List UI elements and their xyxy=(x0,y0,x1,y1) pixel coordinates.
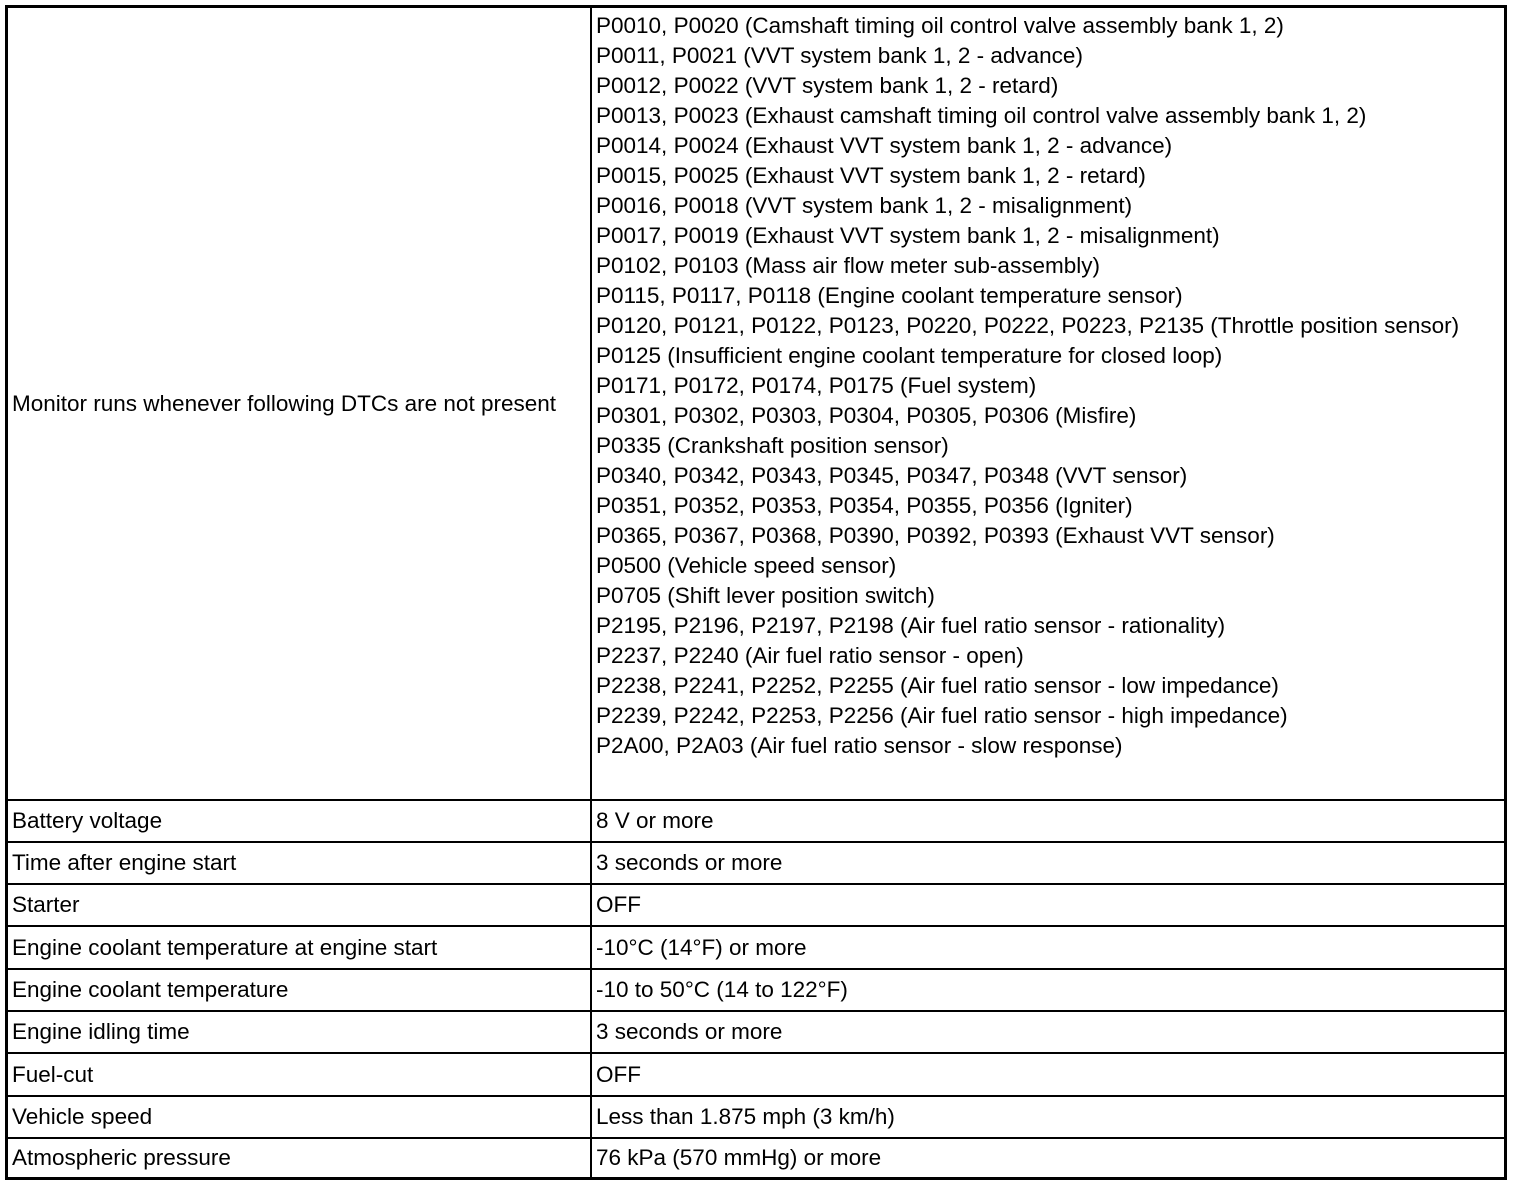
dtc-item: P2195, P2196, P2197, P2198 (Air fuel ratio sensor - rationality) xyxy=(596,613,1226,638)
condition-value: OFF xyxy=(596,892,641,917)
dtc-item: P0010, P0020 (Camshaft timing oil control valve assembly bank 1, 2) xyxy=(596,13,1284,38)
dtc-item: P0115, P0117, P0118 (Engine coolant temperature sensor) xyxy=(596,283,1183,308)
condition-label: Engine coolant temperature xyxy=(12,977,289,1002)
condition-label: Engine coolant temperature at engine start xyxy=(12,934,438,960)
dtc-item: P0012, P0022 (VVT system bank 1, 2 - retard) xyxy=(596,73,1059,98)
dtc-item: P0011, P0021 (VVT system bank 1, 2 - advance) xyxy=(596,43,1083,68)
condition-label: Starter xyxy=(12,892,80,917)
condition-label: Fuel-cut xyxy=(12,1061,94,1087)
condition-label: Time after engine start xyxy=(12,850,237,875)
dtc-item: P0301, P0302, P0303, P0304, P0305, P0306 (Misfire) xyxy=(596,403,1137,428)
dtc-item: P0335 (Crankshaft position sensor) xyxy=(596,433,949,458)
condition-label: Vehicle speed xyxy=(12,1104,153,1129)
dtc-item: P0102, P0103 (Mass air flow meter sub-assembly) xyxy=(596,253,1100,278)
table-row xyxy=(8,1054,1504,1097)
dtc-item: P0120, P0121, P0122, P0123, P0220, P0222, P0223, P2135 (Throttle position sensor) xyxy=(596,313,1460,338)
dtc-item: P0351, P0352, P0353, P0354, P0355, P0356 (Igniter) xyxy=(596,493,1133,518)
dtc-item: P2237, P2240 (Air fuel ratio sensor - open) xyxy=(596,643,1024,668)
dtc-item: P0015, P0025 (Exhaust VVT system bank 1, 2 - retard) xyxy=(596,163,1146,188)
table-row xyxy=(8,927,1504,970)
table-row xyxy=(8,801,1504,843)
condition-value: -10°C (14°F) or more xyxy=(596,934,807,960)
dtc-item: P0500 (Vehicle speed sensor) xyxy=(596,553,897,578)
dtc-item: P0014, P0024 (Exhaust VVT system bank 1, 2 - advance) xyxy=(596,133,1173,158)
dtc-item: P2238, P2241, P2252, P2255 (Air fuel ratio sensor - low impedance) xyxy=(596,673,1279,698)
dtc-item: P0125 (Insufficient engine coolant temperature for closed loop) xyxy=(596,343,1223,368)
condition-value: 8 V or more xyxy=(596,808,714,833)
conditions-table xyxy=(5,5,1507,1180)
table-row xyxy=(8,885,1504,927)
dtc-item: P2239, P2242, P2253, P2256 (Air fuel ratio sensor - high impedance) xyxy=(596,703,1288,728)
dtc-item: P0016, P0018 (VVT system bank 1, 2 - misalignment) xyxy=(596,193,1133,218)
condition-value: 3 seconds or more xyxy=(596,1019,783,1044)
condition-label: Engine idling time xyxy=(12,1019,190,1044)
dtc-item: P0017, P0019 (Exhaust VVT system bank 1, 2 - misalignment) xyxy=(596,223,1220,248)
condition-value: Less than 1.875 mph (3 km/h) xyxy=(596,1104,895,1129)
dtc-item: P0171, P0172, P0174, P0175 (Fuel system) xyxy=(596,373,1037,398)
condition-value: 3 seconds or more xyxy=(596,850,783,875)
dtc-item: P0340, P0342, P0343, P0345, P0347, P0348 (VVT sensor) xyxy=(596,463,1188,488)
dtc-list xyxy=(596,11,1498,761)
condition-value: OFF xyxy=(596,1061,641,1087)
table-row-monitor xyxy=(8,8,1504,801)
monitor-label: Monitor runs whenever following DTCs are not present xyxy=(12,390,556,416)
table-cell-dtc-list xyxy=(592,8,1504,799)
table-row xyxy=(8,1097,1504,1139)
table-row xyxy=(8,1012,1504,1054)
table-row xyxy=(8,843,1504,885)
dtc-item: P2A00, P2A03 (Air fuel ratio sensor - slow response) xyxy=(596,733,1123,758)
dtc-item: P0705 (Shift lever position switch) xyxy=(596,583,935,608)
condition-label: Atmospheric pressure xyxy=(12,1145,231,1170)
table-row xyxy=(8,970,1504,1012)
condition-label: Battery voltage xyxy=(12,808,163,833)
condition-value: 76 kPa (570 mmHg) or more xyxy=(596,1145,882,1170)
condition-value: -10 to 50°C (14 to 122°F) xyxy=(596,977,848,1002)
dtc-item: P0365, P0367, P0368, P0390, P0392, P0393 (Exhaust VVT sensor) xyxy=(596,523,1275,548)
dtc-item: P0013, P0023 (Exhaust camshaft timing oil control valve assembly bank 1, 2) xyxy=(596,103,1367,128)
table-row xyxy=(8,1139,1504,1177)
table-cell-label xyxy=(8,8,592,799)
